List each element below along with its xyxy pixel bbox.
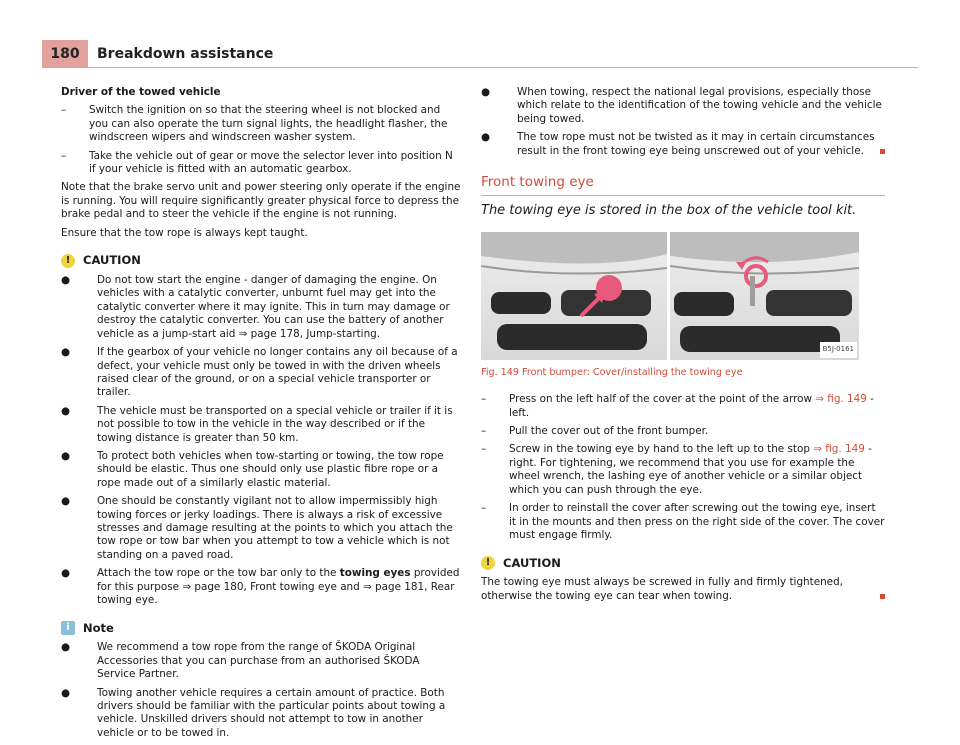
- figure-tag: B5J-0161: [820, 342, 857, 357]
- caution-item: ● Attach the tow rope or the tow bar only to the towing eyes provided for this purpose ⇒ page 180, Front towing eye and ⇒ page 181, Rear towing eye.: [61, 567, 460, 606]
- caution-item: ● Do not tow start the engine - danger of damaging the engine. On vehicles with a catalytic converter, unburnt fuel may get into the catalytic converter where it may ignite. This in turn may damage or destroy the catalytic converter. You can use the battery of another vehicle as a jump-start aid ⇒ page 178, Jump-starting.: [61, 274, 450, 340]
- page-header: [0, 0, 960, 70]
- paragraph: Ensure that the tow rope is always kept taught.: [61, 226, 308, 239]
- step-item: – Pull the cover out of the front bumper.: [481, 425, 709, 438]
- step-item: – In order to reinstall the cover after screwing out the towing eye, insert it in the mounts and then press on the right side of the cover. The cover must engage firmly.: [481, 502, 885, 541]
- bullet-item: ● The tow rope must not be twisted as it may in certain circumstances result in the front towing eye being unscrewed out of your vehicle.: [481, 131, 885, 158]
- section-heading: Driver of the towed vehicle: [61, 86, 221, 98]
- figure-link[interactable]: ⇒ fig. 149: [813, 443, 865, 456]
- step-item: – Switch the ignition on so that the steering wheel is not blocked and you can also operate the turn signal lights, the headlight flasher, the windscreen wipers and windscreen washer system.: [61, 104, 448, 144]
- caution-item: ● One should be constantly vigilant not to allow impermissibly high towing forces or jerky loadings. There is always a risk of excessive stresses and damage resulting at the points to which you attach the tow rope or tow bar when you attempt to tow a vehicle which is not standing on a paved road.: [61, 495, 453, 561]
- paragraph: Note that the brake servo unit and power steering only operate if the engine is running. You will require significantly greater physical force to depress the brake pedal and to steer the vehicle if the engine is not running.: [61, 181, 461, 221]
- caution-text: The towing eye must always be screwed in fully and firmly tightened, otherwise the towing eye can tear when towing.: [481, 576, 885, 603]
- step-item: – Screw in the towing eye by hand to the left up to the stop ⇒ fig. 149 - right. For tightening, we recommend that you use for example the wheel wrench, the lashing eye of another vehicle or a similar object which you can push through the eye.: [481, 443, 872, 496]
- end-mark: [880, 594, 885, 599]
- chapter-title: Breakdown assistance: [97, 46, 274, 62]
- page-number: 180: [42, 40, 88, 68]
- figure-left-panel: [481, 232, 667, 360]
- info-icon: i: [61, 621, 75, 635]
- caution-item: ● To protect both vehicles when tow-starting or towing, the tow rope should be elastic. Thus one should only use plastic fibre rope or a rope made out of a similarly elastic material.: [61, 449, 444, 489]
- caution-heading: ! CAUTION: [61, 254, 461, 268]
- figure-front-bumper: [481, 232, 859, 360]
- note-item: ● Towing another vehicle requires a certain amount of practice. Both drivers should be familiar with the particular points about towing a vehicle. Unskilled drivers should not attempt to tow in another vehicle or to be towed in.: [61, 686, 446, 739]
- figure-link[interactable]: ⇒ fig. 149: [815, 393, 867, 406]
- caution-icon: !: [61, 254, 75, 268]
- section-subtitle: The towing eye is stored in the box of the vehicle tool kit.: [481, 203, 857, 219]
- section-title: Front towing eye: [481, 176, 885, 196]
- end-mark: [880, 149, 885, 154]
- right-column: [481, 86, 885, 608]
- note-item: ● We recommend a tow rope from the range of ŠKODA Original Accessories that you can purchase from an authorised ŠKODA Service Partner.: [61, 641, 420, 681]
- caution-icon: !: [481, 556, 495, 570]
- bullet-item: ● When towing, respect the national legal provisions, especially those which relate to the identification of the towing vehicle and the vehicle being towed.: [481, 86, 882, 125]
- step-item: – Press on the left half of the cover at the point of the arrow ⇒ fig. 149 - left.: [481, 393, 874, 419]
- figure-caption: Fig. 149 Front bumper: Cover/installing the towing eye: [481, 366, 743, 378]
- left-column: [61, 86, 461, 745]
- caution-item: ● If the gearbox of your vehicle no longer contains any oil because of a defect, your vehicle must only be towed in with the driven wheels raised clear of the ground, or on a special vehicle transporter or trailer.: [61, 346, 458, 399]
- note-heading: i Note: [61, 621, 461, 635]
- caution-item: ● The vehicle must be transported on a special vehicle or trailer if it is not possible to tow in the vehicle in the way described or if the towing distance is greater than 50 km.: [61, 404, 453, 444]
- header-divider: [88, 67, 918, 68]
- step-item: – Take the vehicle out of gear or move the selector lever into position N if your vehicle is fitted with an automatic gearbox.: [61, 149, 453, 176]
- figure-right-panel: [670, 232, 859, 360]
- caution-heading: ! CAUTION: [481, 556, 885, 570]
